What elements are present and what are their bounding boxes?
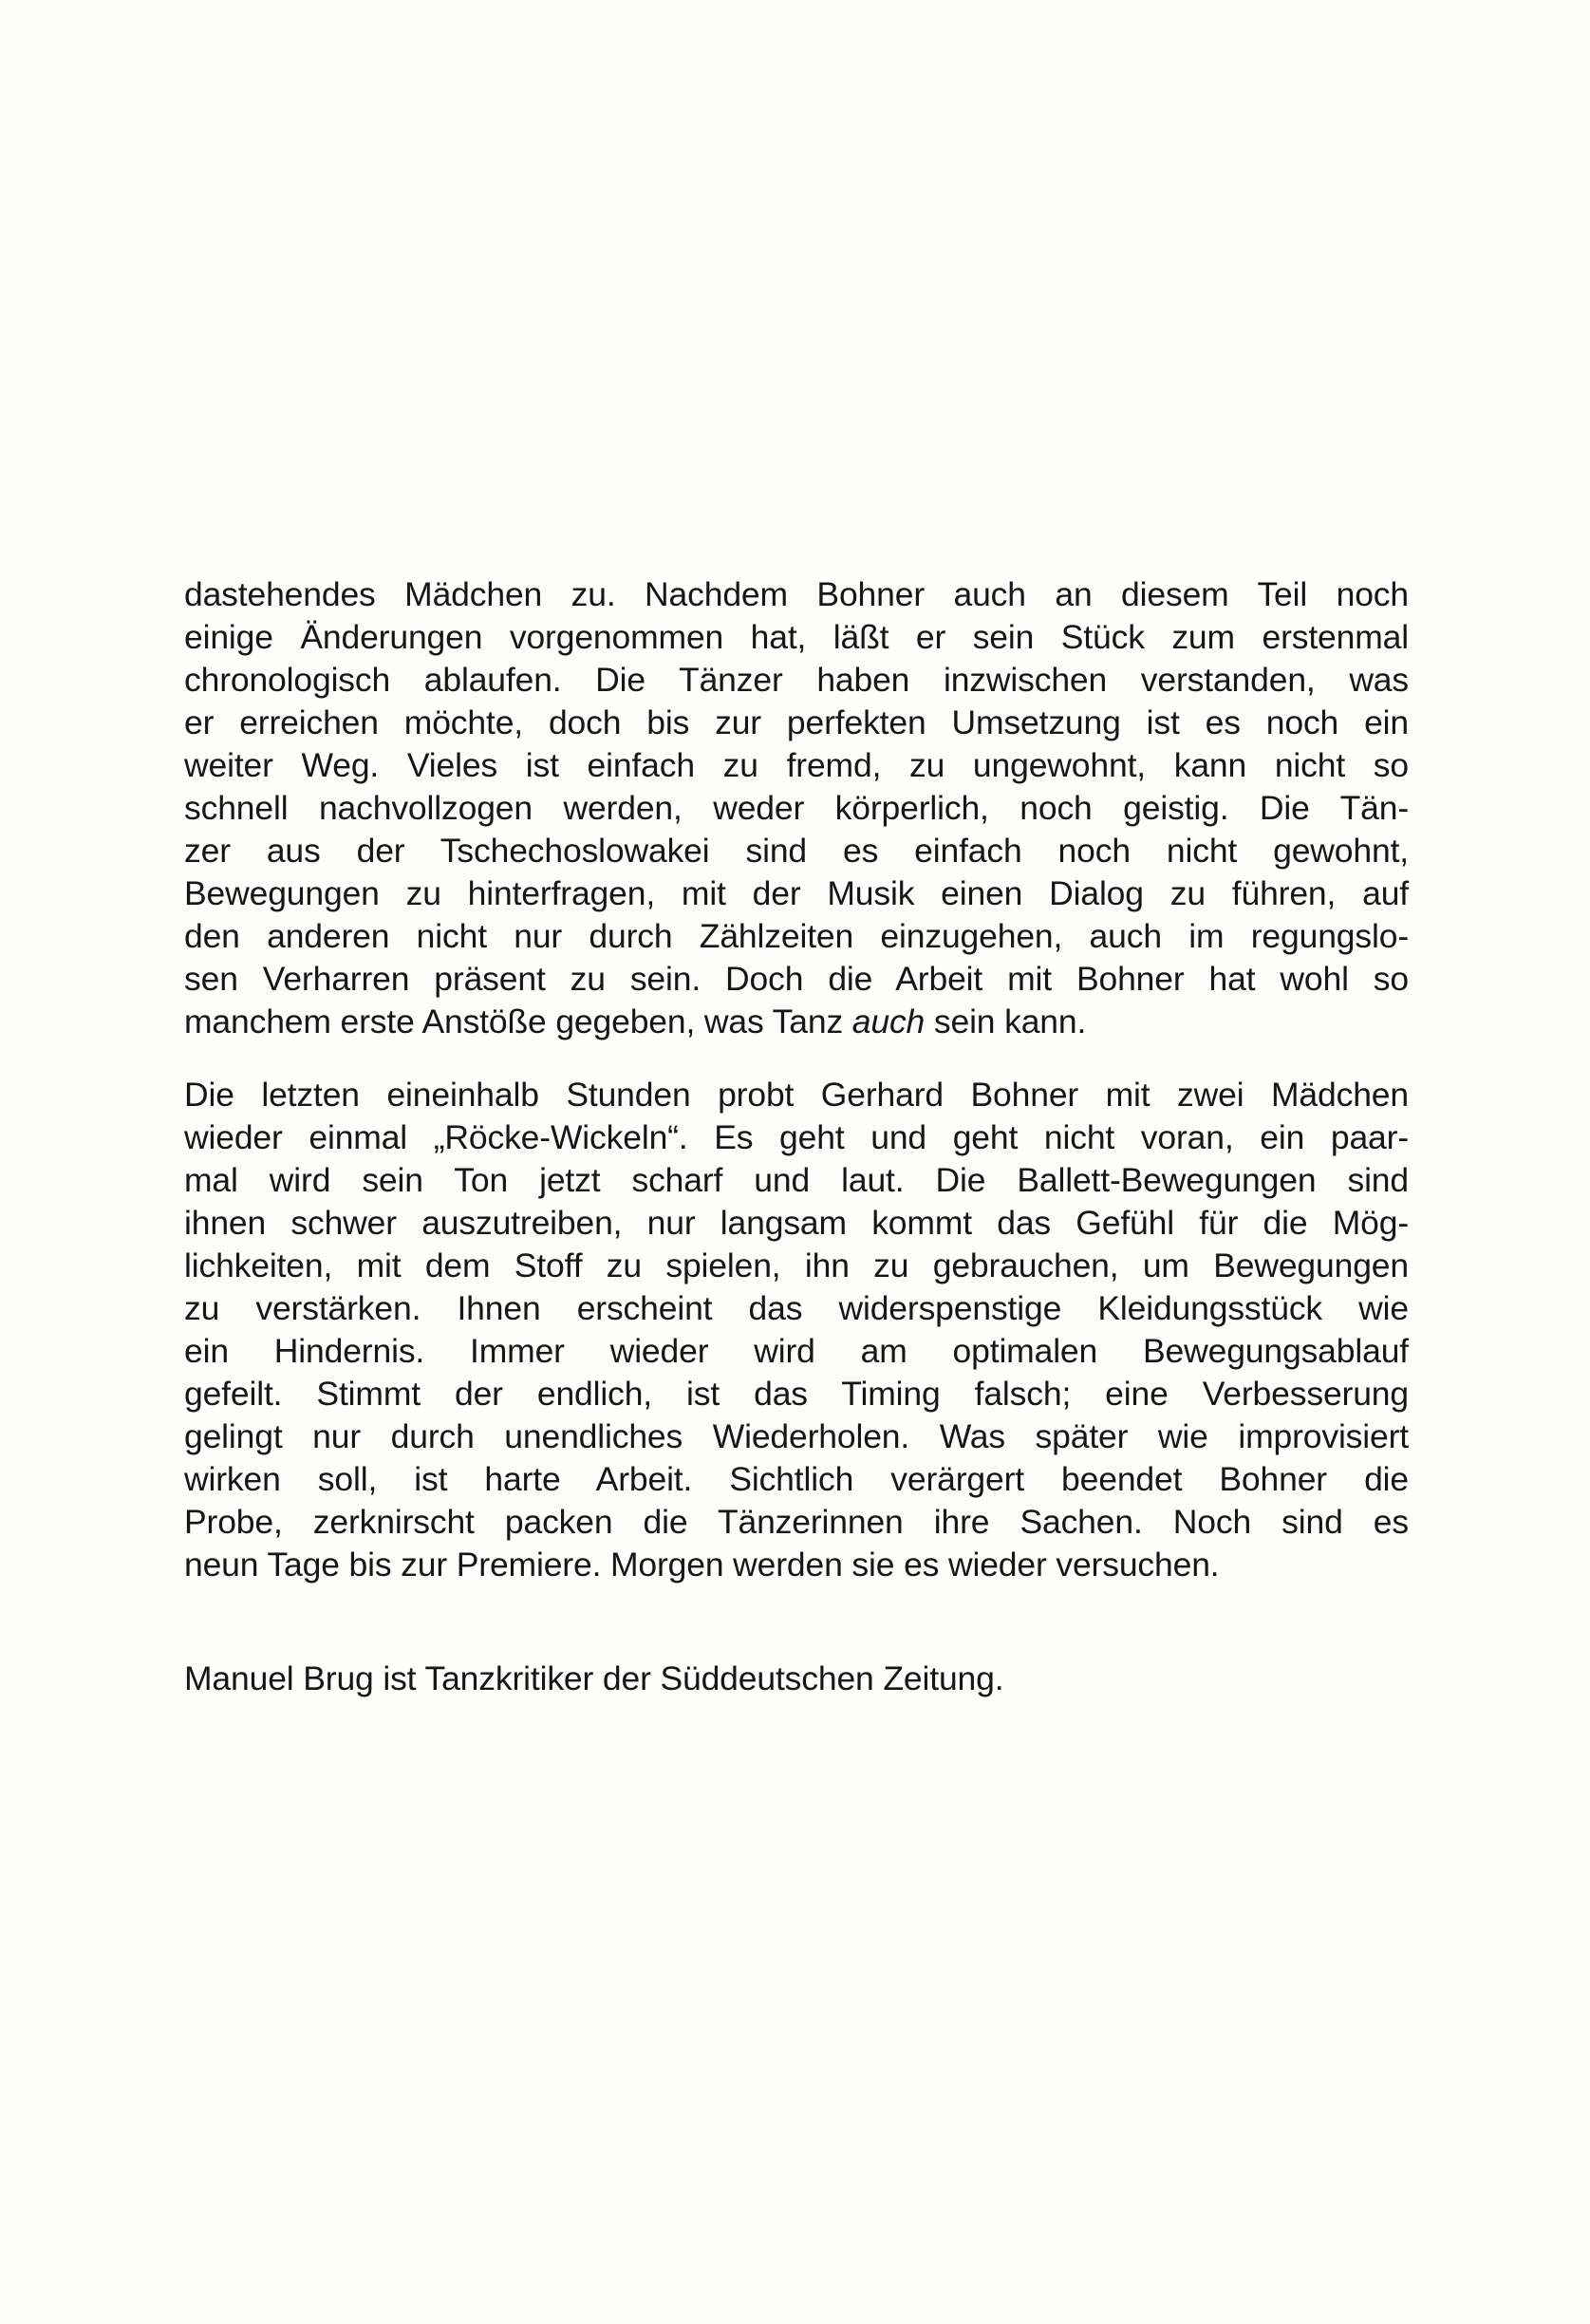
text-line: zu verstärken. Ihnen erscheint das widerspenstige Kleidungsstück wie xyxy=(184,1289,1409,1327)
text-line-last: neun Tage bis zur Premiere. Morgen werden sie es wieder versuchen. xyxy=(184,1546,1220,1584)
text-run: manchem erste Anstöße gegeben, was Tanz xyxy=(184,1003,852,1040)
text-line: einige Änderungen vorgenommen hat, läßt er sein Stück zum erstenmal xyxy=(184,618,1409,656)
text-line: Die letzten eineinhalb Stunden probt Gerhard Bohner mit zwei Mädchen xyxy=(184,1076,1409,1114)
text-line-last xyxy=(184,1001,1409,1043)
text-line: lichkeiten, mit dem Stoff zu spielen, ihn zu gebrauchen, um Bewegungen xyxy=(184,1246,1409,1284)
author-note xyxy=(184,1658,1409,1700)
text-line: den anderen nicht nur durch Zählzeiten einzugehen, auch im regungslo- xyxy=(184,917,1409,955)
emphasis-text: auch xyxy=(851,1003,926,1040)
text-line: dastehendes Mädchen zu. Nachdem Bohner auch an diesem Teil noch xyxy=(184,575,1409,613)
text-line: gelingt nur durch unendliches Wiederholen. Was später wie improvisiert xyxy=(184,1417,1409,1455)
text-line: weiter Weg. Vieles ist einfach zu fremd, zu ungewohnt, kann nicht so xyxy=(184,746,1409,784)
text-line: sen Verharren präsent zu sein. Doch die Arbeit mit Bohner hat wohl so xyxy=(184,960,1409,998)
paragraph-rehearsal-progress xyxy=(184,573,1409,1043)
text-line: mal wird sein Ton jetzt scharf und laut. Die Ballett-Bewegungen sind xyxy=(184,1161,1409,1199)
text-line: Probe, zerknirscht packen die Tänzerinnen ihre Sachen. Noch sind es xyxy=(184,1503,1409,1541)
text-line: schnell nachvollzogen werden, weder körperlich, noch geistig. Die Tän- xyxy=(184,789,1409,827)
text-line: er erreichen möchte, doch bis zur perfekten Umsetzung ist es noch ein xyxy=(184,703,1409,741)
text-line: zer aus der Tschechoslowakei sind es einfach noch nicht gewohnt, xyxy=(184,832,1409,870)
text-line: ein Hindernis. Immer wieder wird am optimalen Bewegungsablauf xyxy=(184,1332,1409,1370)
text-line: gefeilt. Stimmt der endlich, ist das Timing falsch; eine Verbesserung xyxy=(184,1375,1409,1413)
text-run: sein kann. xyxy=(925,1003,1087,1040)
text-line: wieder einmal „Röcke-Wickeln“. Es geht und geht nicht voran, ein paar- xyxy=(184,1118,1409,1156)
author-note-text: Manuel Brug ist Tanzkritiker der Süddeutschen Zeitung. xyxy=(184,1659,1004,1697)
text-line: wirken soll, ist harte Arbeit. Sichtlich verärgert beendet Bohner die xyxy=(184,1460,1409,1498)
text-line: Bewegungen zu hinterfragen, mit der Musik einen Dialog zu führen, auf xyxy=(184,874,1409,912)
text-line: chronologisch ablaufen. Die Tänzer haben inzwischen verstanden, was xyxy=(184,661,1409,699)
text-line: ihnen schwer auszutreiben, nur langsam kommt das Gefühl für die Mög- xyxy=(184,1204,1409,1242)
paragraph-final-rehearsal xyxy=(184,1074,1409,1586)
